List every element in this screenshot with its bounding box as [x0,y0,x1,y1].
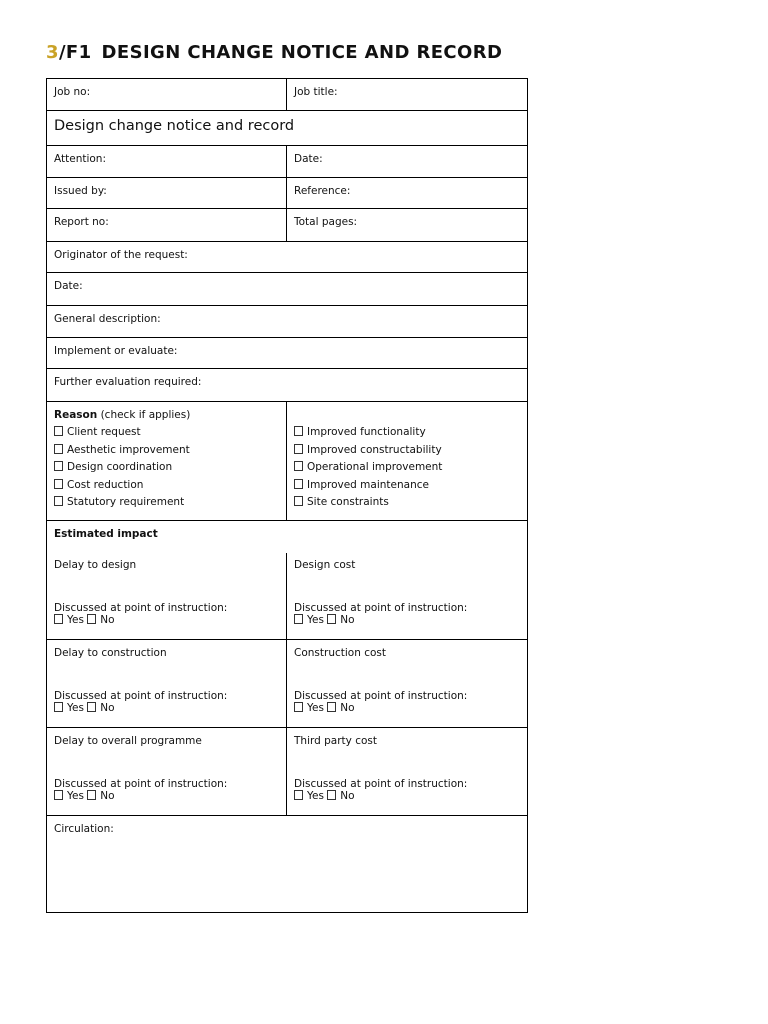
reason-option[interactable]: Improved maintenance [294,477,520,495]
checkbox-icon[interactable] [294,426,303,436]
job-title-field[interactable] [287,79,528,111]
yes-no-options[interactable]: Yes No [294,702,520,714]
yes-no-options[interactable]: Yes No [294,790,520,802]
impact-delay-programme[interactable]: Delay to overall programme Discussed at point of instruction: Yes No [47,728,287,816]
yes-no-options[interactable]: Yes No [294,614,520,626]
checkbox-icon[interactable] [54,614,63,624]
request-date-field[interactable] [47,273,528,306]
circulation-label: Circulation: [54,823,114,835]
originator-label: Originator of the request: [54,249,188,261]
design-change-form [46,78,528,913]
checkbox-icon[interactable] [294,702,303,712]
implement-evaluate-field[interactable] [47,338,528,369]
checkbox-icon[interactable] [54,479,63,489]
attention-field[interactable] [47,146,287,178]
impact-construction-cost[interactable]: Construction cost Discussed at point of instruction: Yes No [287,640,528,728]
reason-left-cell [47,402,287,521]
report-no-label: Report no: [54,216,109,228]
reason-title: Reason [54,409,98,421]
job-no-label: Job no: [54,86,91,98]
reason-option[interactable]: Operational improvement [294,459,520,477]
checkbox-icon[interactable] [294,614,303,624]
checkbox-icon[interactable] [294,461,303,471]
form-name: Design change notice and record [54,118,295,134]
reason-note: (check if applies) [97,409,191,421]
checkbox-icon[interactable] [54,444,63,454]
attention-label: Attention: [54,153,106,165]
circulation-field[interactable] [47,816,528,913]
yes-no-options[interactable]: Yes No [54,790,279,802]
checkbox-icon[interactable] [327,702,336,712]
impact-heading: Estimated impact [54,528,158,540]
impact-heading-cell [47,521,528,553]
page-title [46,42,502,63]
total-pages-label: Total pages: [294,216,358,228]
form-name-cell [47,111,528,146]
reason-option[interactable]: Aesthetic improvement [54,442,279,460]
date-field[interactable] [287,146,528,178]
issued-by-label: Issued by: [54,185,107,197]
impact-design-cost[interactable]: Design cost Discussed at point of instruction: Yes No [287,553,528,640]
checkbox-icon[interactable] [327,790,336,800]
reason-option[interactable]: Client request [54,424,279,442]
reason-option[interactable]: Site constraints [294,494,520,512]
date-label: Date: [294,153,323,165]
checkbox-icon[interactable] [87,790,96,800]
checkbox-icon[interactable] [294,790,303,800]
checkbox-icon[interactable] [54,426,63,436]
reason-option[interactable]: Design coordination [54,459,279,477]
reason-heading [54,409,190,421]
reason-option[interactable]: Improved constructability [294,442,520,460]
checkbox-icon[interactable] [294,444,303,454]
yes-no-options[interactable]: Yes No [54,702,279,714]
total-pages-field[interactable] [287,209,528,242]
reason-right-cell [287,402,528,521]
yes-no-options[interactable]: Yes No [54,614,279,626]
impact-third-party-cost[interactable]: Third party cost Discussed at point of instruction: Yes No [287,728,528,816]
checkbox-icon[interactable] [54,461,63,471]
further-evaluation-label: Further evaluation required: [54,376,202,388]
job-no-field[interactable] [47,79,287,111]
further-evaluation-field[interactable] [47,369,528,402]
checkbox-icon[interactable] [87,614,96,624]
checkbox-icon[interactable] [54,702,63,712]
report-no-field[interactable] [47,209,287,242]
checkbox-icon[interactable] [327,614,336,624]
reason-option[interactable]: Improved functionality [294,424,520,442]
reason-option[interactable]: Cost reduction [54,477,279,495]
checkbox-icon[interactable] [87,702,96,712]
reference-field[interactable] [287,178,528,209]
reference-label: Reference: [294,185,351,197]
job-title-label: Job title: [294,86,338,98]
issued-by-field[interactable] [47,178,287,209]
impact-delay-construction[interactable]: Delay to construction Discussed at point of instruction: Yes No [47,640,287,728]
general-description-field[interactable] [47,306,528,338]
checkbox-icon[interactable] [294,496,303,506]
form-code: /F1 [58,42,92,63]
originator-field[interactable] [47,242,528,273]
reason-option[interactable]: Statutory requirement [54,494,279,512]
general-description-label: General description: [54,313,161,325]
checkbox-icon[interactable] [294,479,303,489]
implement-evaluate-label: Implement or evaluate: [54,345,178,357]
section-number: 3 [46,42,59,63]
checkbox-icon[interactable] [54,496,63,506]
impact-delay-design[interactable]: Delay to design Discussed at point of instruction: Yes No [47,553,287,640]
checkbox-icon[interactable] [54,790,63,800]
title-text: DESIGN CHANGE NOTICE AND RECORD [101,42,503,63]
request-date-label: Date: [54,280,83,292]
